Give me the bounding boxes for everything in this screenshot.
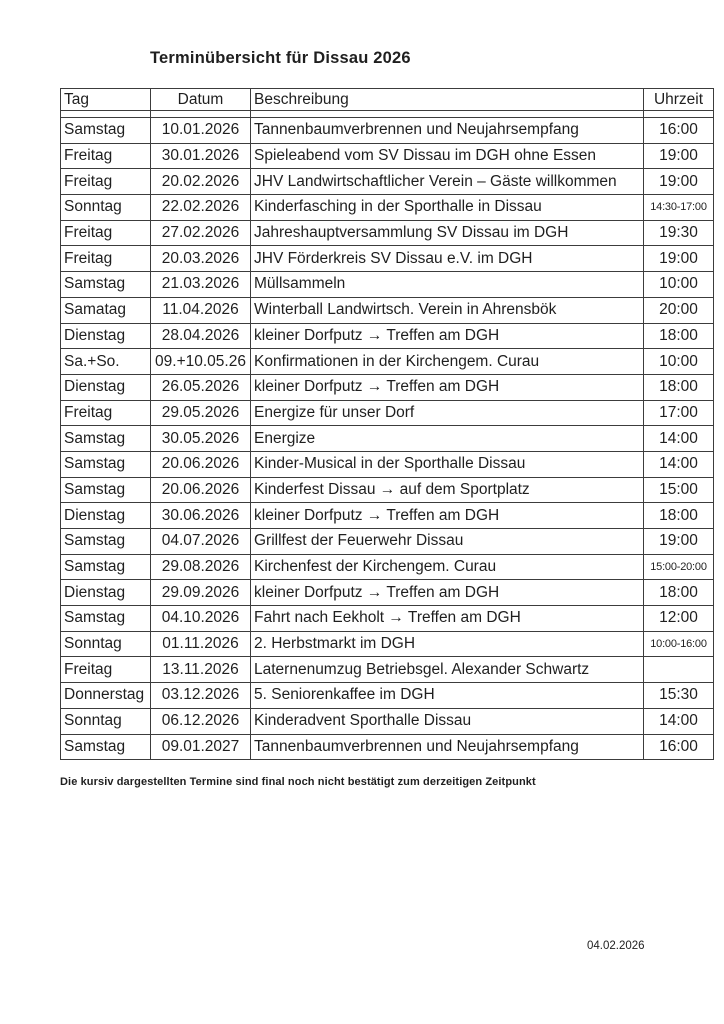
- cell-description: Spieleabend vom SV Dissau im DGH ohne Essen: [251, 143, 644, 169]
- cell-time: 16:00: [644, 118, 714, 144]
- cell-date: 09.01.2027: [151, 734, 251, 760]
- cell-date: 04.10.2026: [151, 606, 251, 632]
- cell-day: Sonntag: [61, 708, 151, 734]
- cell-time: 20:00: [644, 297, 714, 323]
- cell-time: 18:00: [644, 323, 714, 349]
- cell-date: 29.09.2026: [151, 580, 251, 606]
- cell-time: 10:00: [644, 349, 714, 375]
- schedule-table: [60, 88, 714, 760]
- cell-day: Samstag: [61, 118, 151, 144]
- cell-day: Freitag: [61, 220, 151, 246]
- cell-time: 14:00: [644, 708, 714, 734]
- cell-date: 21.03.2026: [151, 272, 251, 298]
- cell-description: Kinderfest Dissau → auf dem Sportplatz: [251, 477, 644, 503]
- cell-day: Sa.+So.: [61, 349, 151, 375]
- cell-description: Energize für unser Dorf: [251, 400, 644, 426]
- cell-date: 30.06.2026: [151, 503, 251, 529]
- cell-time: 15:00-20:00: [644, 554, 714, 580]
- cell-time: 15:00: [644, 477, 714, 503]
- spacer-cell: [251, 111, 644, 118]
- column-header-uhrzeit: Uhrzeit: [644, 89, 714, 111]
- cell-time: 10:00-16:00: [644, 631, 714, 657]
- cell-time: 18:00: [644, 580, 714, 606]
- cell-time: 14:00: [644, 451, 714, 477]
- cell-date: 13.11.2026: [151, 657, 251, 683]
- cell-day: Freitag: [61, 400, 151, 426]
- cell-description: Fahrt nach Eekholt → Treffen am DGH: [251, 606, 644, 632]
- cell-date: 11.04.2026: [151, 297, 251, 323]
- cell-date: 09.+10.05.26: [151, 349, 251, 375]
- table-row: [61, 246, 714, 272]
- table-row: [61, 631, 714, 657]
- table-row: [61, 374, 714, 400]
- cell-date: 01.11.2026: [151, 631, 251, 657]
- cell-day: Dienstag: [61, 503, 151, 529]
- table-row: [61, 580, 714, 606]
- cell-description: Müllsammeln: [251, 272, 644, 298]
- cell-description: Kinderfasching in der Sporthalle in Dissau: [251, 195, 644, 221]
- table-row: [61, 400, 714, 426]
- footer-date: 04.02.2026: [587, 940, 645, 952]
- schedule-table-body: [61, 118, 714, 760]
- column-header-datum: Datum: [151, 89, 251, 111]
- spacer-cell: [151, 111, 251, 118]
- cell-description: Tannenbaumverbrennen und Neujahrsempfang: [251, 118, 644, 144]
- table-row: [61, 118, 714, 144]
- cell-date: 26.05.2026: [151, 374, 251, 400]
- cell-description: Jahreshauptversammlung SV Dissau im DGH: [251, 220, 644, 246]
- column-header-beschreibung: Beschreibung: [251, 89, 644, 111]
- cell-time: 18:00: [644, 374, 714, 400]
- table-row: [61, 323, 714, 349]
- cell-description: kleiner Dorfputz → Treffen am DGH: [251, 503, 644, 529]
- cell-description: Energize: [251, 426, 644, 452]
- table-row: [61, 554, 714, 580]
- cell-date: 29.08.2026: [151, 554, 251, 580]
- table-row: [61, 734, 714, 760]
- table-row: [61, 529, 714, 555]
- cell-day: Samstag: [61, 477, 151, 503]
- cell-day: Freitag: [61, 143, 151, 169]
- cell-time: 19:00: [644, 529, 714, 555]
- cell-time: 10:00: [644, 272, 714, 298]
- cell-description: kleiner Dorfputz → Treffen am DGH: [251, 580, 644, 606]
- cell-description: kleiner Dorfputz → Treffen am DGH: [251, 374, 644, 400]
- cell-day: Freitag: [61, 657, 151, 683]
- cell-day: Freitag: [61, 246, 151, 272]
- cell-date: 29.05.2026: [151, 400, 251, 426]
- cell-time: 19:00: [644, 169, 714, 195]
- cell-day: Donnerstag: [61, 683, 151, 709]
- cell-description: Grillfest der Feuerwehr Dissau: [251, 529, 644, 555]
- table-row: [61, 220, 714, 246]
- cell-time: 19:00: [644, 143, 714, 169]
- cell-description: 2. Herbstmarkt im DGH: [251, 631, 644, 657]
- table-header-row: [61, 89, 714, 111]
- cell-description: Kirchenfest der Kirchengem. Curau: [251, 554, 644, 580]
- table-row: [61, 272, 714, 298]
- cell-time: 17:00: [644, 400, 714, 426]
- table-row: [61, 143, 714, 169]
- table-spacer-row: [61, 111, 714, 118]
- cell-time: 14:00: [644, 426, 714, 452]
- cell-time: 15:30: [644, 683, 714, 709]
- cell-day: Samstag: [61, 451, 151, 477]
- cell-day: Samstag: [61, 734, 151, 760]
- cell-date: 28.04.2026: [151, 323, 251, 349]
- cell-description: JHV Landwirtschaftlicher Verein – Gäste willkommen: [251, 169, 644, 195]
- cell-date: 06.12.2026: [151, 708, 251, 734]
- cell-time: 14:30-17:00: [644, 195, 714, 221]
- column-header-tag: Tag: [61, 89, 151, 111]
- cell-day: Samstag: [61, 529, 151, 555]
- cell-day: Samatag: [61, 297, 151, 323]
- table-row: [61, 451, 714, 477]
- table-row: [61, 297, 714, 323]
- table-row: [61, 657, 714, 683]
- cell-date: 20.06.2026: [151, 451, 251, 477]
- cell-time: 19:00: [644, 246, 714, 272]
- cell-description: kleiner Dorfputz → Treffen am DGH: [251, 323, 644, 349]
- cell-description: Konfirmationen in der Kirchengem. Curau: [251, 349, 644, 375]
- cell-time: 12:00: [644, 606, 714, 632]
- cell-description: Tannenbaumverbrennen und Neujahrsempfang: [251, 734, 644, 760]
- cell-time: 16:00: [644, 734, 714, 760]
- cell-day: Samstag: [61, 554, 151, 580]
- cell-day: Sonntag: [61, 195, 151, 221]
- cell-time: 18:00: [644, 503, 714, 529]
- footer-note: Die kursiv dargestellten Termine sind final noch nicht bestätigt zum derzeitigen Zeitpunkt: [60, 776, 536, 788]
- cell-date: 20.03.2026: [151, 246, 251, 272]
- cell-date: 30.01.2026: [151, 143, 251, 169]
- cell-date: 10.01.2026: [151, 118, 251, 144]
- cell-time: [644, 657, 714, 683]
- cell-day: Sonntag: [61, 631, 151, 657]
- cell-day: Samstag: [61, 606, 151, 632]
- cell-day: Dienstag: [61, 374, 151, 400]
- cell-day: Dienstag: [61, 580, 151, 606]
- table-row: [61, 503, 714, 529]
- table-row: [61, 426, 714, 452]
- cell-day: Freitag: [61, 169, 151, 195]
- cell-description: 5. Seniorenkaffee im DGH: [251, 683, 644, 709]
- table-row: [61, 349, 714, 375]
- cell-description: Kinder-Musical in der Sporthalle Dissau: [251, 451, 644, 477]
- cell-date: 20.02.2026: [151, 169, 251, 195]
- spacer-cell: [644, 111, 714, 118]
- cell-date: 04.07.2026: [151, 529, 251, 555]
- cell-date: 27.02.2026: [151, 220, 251, 246]
- cell-date: 22.02.2026: [151, 195, 251, 221]
- cell-date: 03.12.2026: [151, 683, 251, 709]
- table-row: [61, 708, 714, 734]
- cell-time: 19:30: [644, 220, 714, 246]
- table-row: [61, 477, 714, 503]
- cell-description: Laternenumzug Betriebsgel. Alexander Schwartz: [251, 657, 644, 683]
- cell-date: 30.05.2026: [151, 426, 251, 452]
- table-row: [61, 169, 714, 195]
- cell-description: Winterball Landwirtsch. Verein in Ahrensbök: [251, 297, 644, 323]
- cell-date: 20.06.2026: [151, 477, 251, 503]
- cell-day: Samstag: [61, 426, 151, 452]
- spacer-cell: [61, 111, 151, 118]
- cell-day: Dienstag: [61, 323, 151, 349]
- cell-day: Samstag: [61, 272, 151, 298]
- cell-description: JHV Förderkreis SV Dissau e.V. im DGH: [251, 246, 644, 272]
- table-row: [61, 195, 714, 221]
- table-row: [61, 606, 714, 632]
- cell-description: Kinderadvent Sporthalle Dissau: [251, 708, 644, 734]
- page-title: Terminübersicht für Dissau 2026: [150, 49, 411, 67]
- table-row: [61, 683, 714, 709]
